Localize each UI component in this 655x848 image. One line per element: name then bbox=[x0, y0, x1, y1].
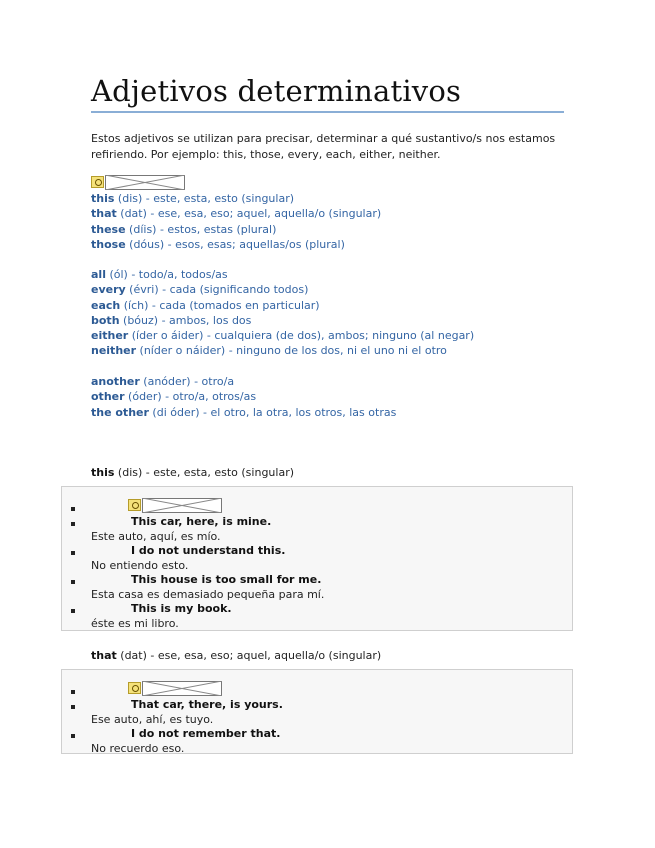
list-item: either (íder o áider) - cualquiera (de dos), ambos; ninguno (al negar) bbox=[91, 329, 475, 343]
list-item: other (óder) - otro/a, otros/as bbox=[91, 390, 257, 404]
list-item: the other (di óder) - el otro, la otra, los otros, las otras bbox=[91, 405, 397, 419]
bullet bbox=[71, 734, 75, 738]
examples-box-this bbox=[61, 486, 573, 631]
list-item: all (ól) - todo/a, todos/as bbox=[91, 268, 228, 281]
audio-player[interactable] bbox=[128, 680, 222, 696]
list-item: both (bóuz) - ambos, los dos bbox=[91, 313, 252, 327]
example-english: This car, here, is mine. bbox=[131, 515, 272, 528]
list-item: neither (níder o náider) - ninguno de los dos, ni el uno ni el otro bbox=[91, 344, 447, 358]
examples-box-that bbox=[61, 669, 573, 754]
bullet bbox=[71, 580, 75, 584]
example-spanish: éste es mi libro. bbox=[91, 617, 179, 630]
broken-image-icon bbox=[105, 175, 185, 190]
example-english: That car, there, is yours. bbox=[131, 698, 283, 711]
list-item: each (ích) - cada (tomados en particular) bbox=[91, 298, 320, 312]
bullet bbox=[71, 609, 75, 613]
speaker-icon[interactable] bbox=[91, 176, 104, 188]
bullet bbox=[71, 551, 75, 555]
example-spanish: No entiendo esto. bbox=[91, 559, 189, 572]
intro-paragraph: Estos adjetivos se utilizan para precisar, determinar a qué sustantivo/s nos estamos refiriendo. Por ejemplo: this, those, every, each, either, neither. bbox=[91, 132, 556, 161]
list-item: that (dat) - ese, esa, eso; aquel, aquella/o (singular) bbox=[91, 207, 382, 221]
speaker-icon[interactable] bbox=[128, 682, 141, 694]
example-english: I do not remember that. bbox=[131, 727, 281, 740]
section-heading-that: that (dat) - ese, esa, eso; aquel, aquella/o (singular) bbox=[91, 649, 382, 662]
list-item: this (dis) - este, esta, esto (singular) bbox=[91, 192, 295, 205]
example-english: This is my book. bbox=[131, 602, 232, 615]
list-item: another (anóder) - otro/a bbox=[91, 375, 235, 388]
bullet bbox=[71, 705, 75, 709]
speaker-icon[interactable] bbox=[128, 499, 141, 511]
audio-player[interactable] bbox=[128, 497, 222, 513]
list-item: these (díis) - estos, estas (plural) bbox=[91, 222, 277, 236]
example-spanish: Ese auto, ahí, es tuyo. bbox=[91, 713, 214, 726]
section-heading-this: this (dis) - este, esta, esto (singular) bbox=[91, 466, 295, 479]
example-spanish: Este auto, aquí, es mío. bbox=[91, 530, 221, 543]
broken-image-icon bbox=[142, 681, 222, 696]
example-spanish: No recuerdo eso. bbox=[91, 742, 185, 755]
list-item: every (évri) - cada (significando todos) bbox=[91, 283, 309, 297]
audio-player[interactable] bbox=[91, 174, 185, 190]
title-underline bbox=[91, 111, 564, 113]
determiner-list-demonstratives bbox=[91, 191, 381, 252]
list-item: those (dóus) - esos, esas; aquellas/os (plural) bbox=[91, 237, 345, 251]
determiner-list-others bbox=[91, 374, 396, 420]
example-spanish: Esta casa es demasiado pequeña para mí. bbox=[91, 588, 325, 601]
page-title: Adjetivos determinativos bbox=[91, 74, 462, 108]
determiner-list-quantifiers bbox=[91, 267, 474, 359]
example-english: I do not understand this. bbox=[131, 544, 286, 557]
bullet bbox=[71, 690, 75, 694]
bullet bbox=[71, 522, 75, 526]
bullet bbox=[71, 507, 75, 511]
broken-image-icon bbox=[142, 498, 222, 513]
example-english: This house is too small for me. bbox=[131, 573, 322, 586]
